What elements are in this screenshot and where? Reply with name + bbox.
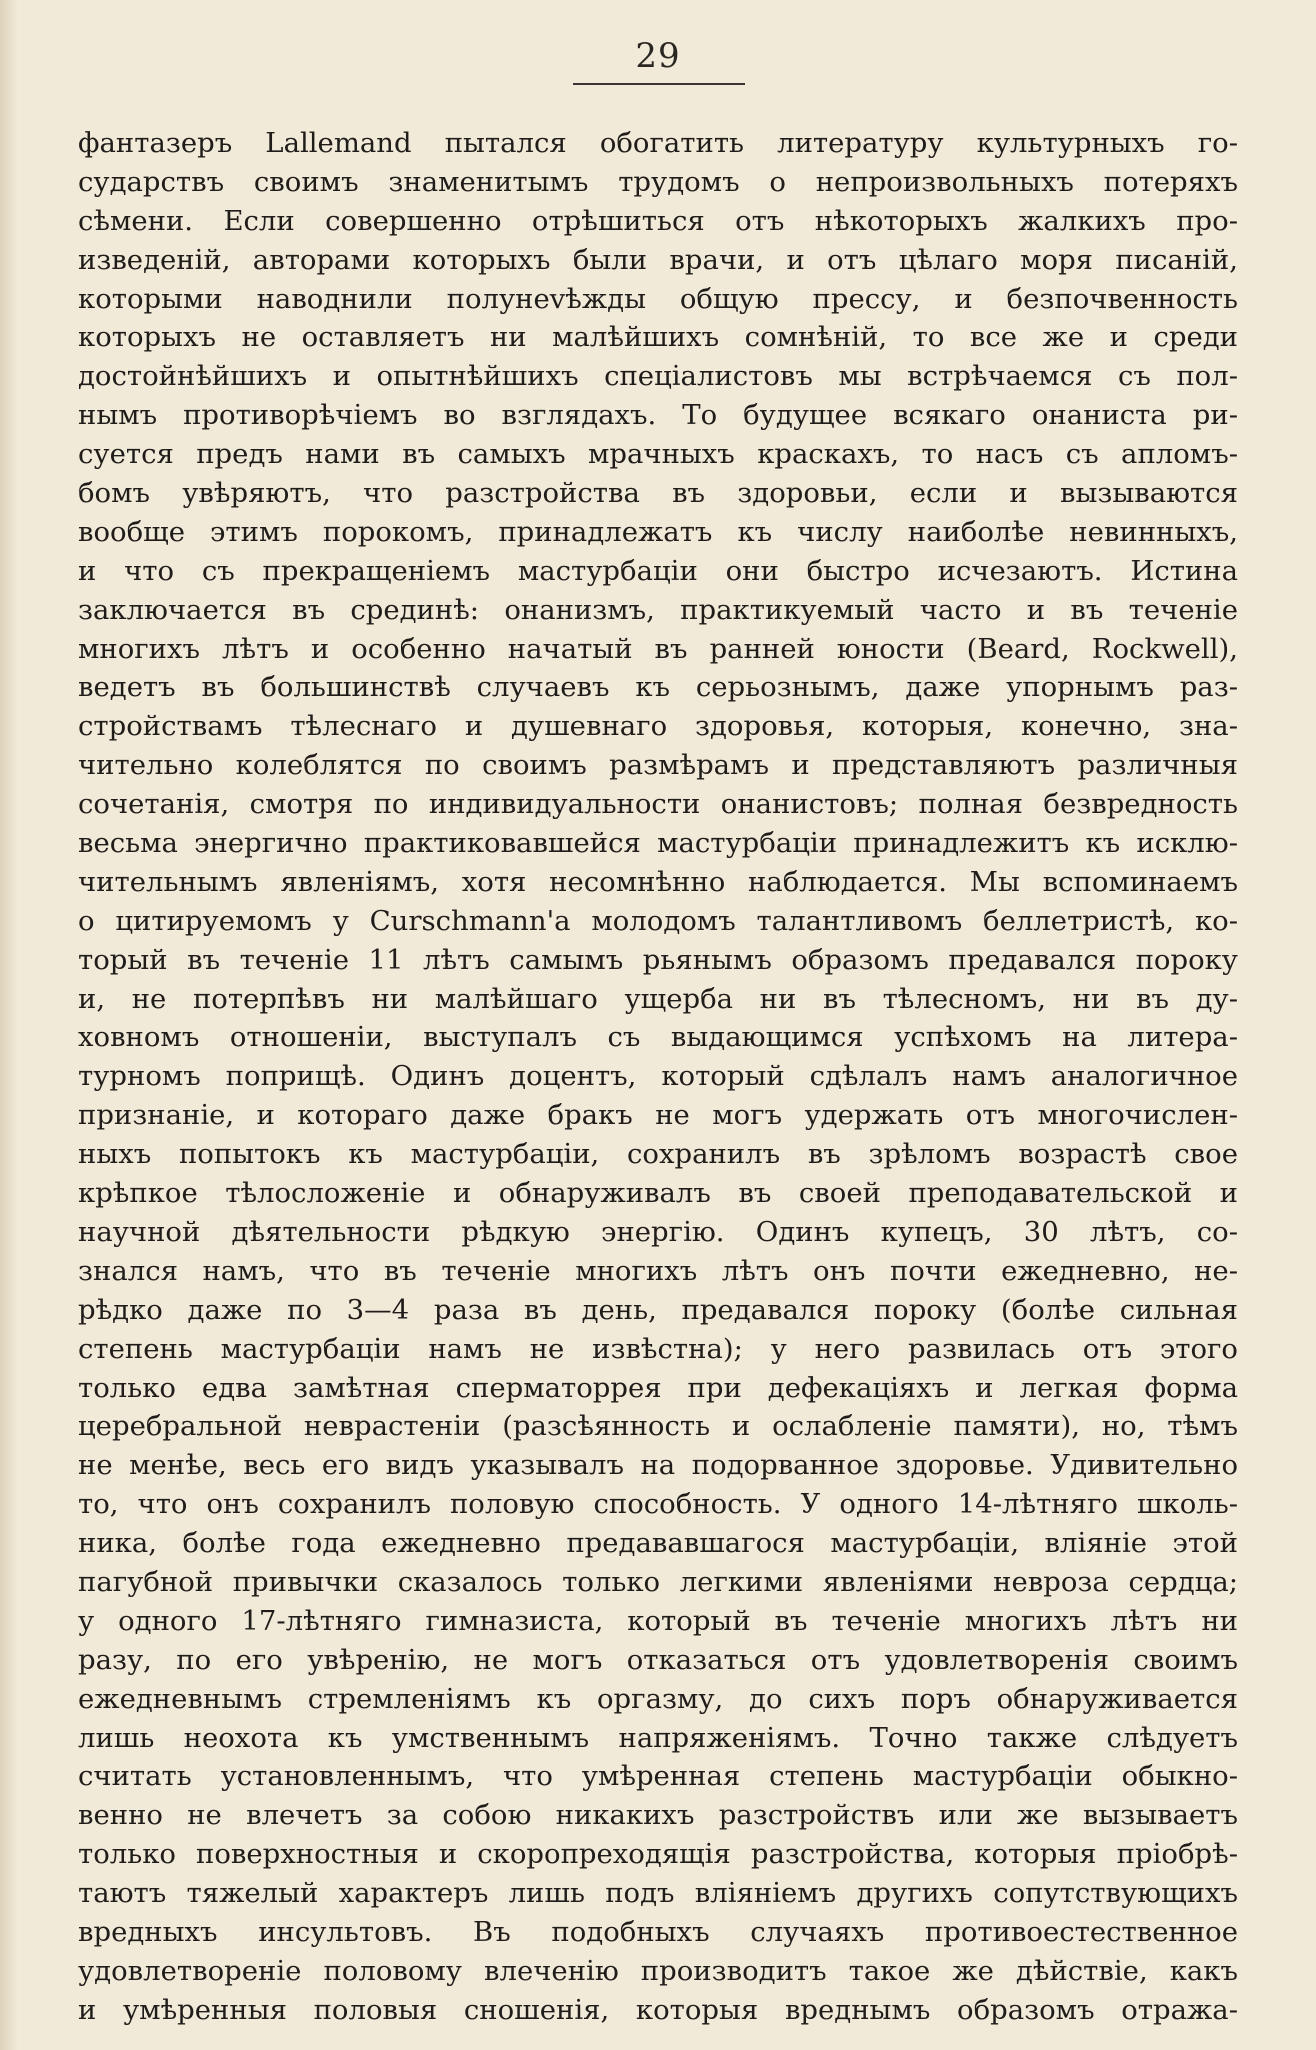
page-gutter-shadow xyxy=(0,0,18,2050)
text-line: и умѣренныя половыя сношенія, которыя вреднымъ образомъ отража- xyxy=(78,1993,1238,2026)
text-line: которыхъ не оставляетъ ни малѣйшихъ сомнѣній, то все же и среди xyxy=(78,321,1238,354)
text-line: ховномъ отношеніи, выступалъ съ выдающимся успѣхомъ на литера- xyxy=(78,1021,1238,1054)
text-line: о цитируемомъ у Curschmann'а молодомъ талантливомъ беллетристѣ, ко- xyxy=(78,904,1238,937)
text-line: рѣдко даже по 3—4 раза въ день, предавался пороку (болѣе сильная xyxy=(78,1293,1238,1326)
page-number: 29 xyxy=(635,36,681,76)
text-line: многихъ лѣтъ и особенно начатый въ ранней юности (Beard, Rockwell), xyxy=(78,632,1238,665)
text-line: сударствъ своимъ знаменитымъ трудомъ о непроизвольныхъ потеряхъ xyxy=(78,165,1238,198)
text-line: только едва замѣтная сперматоррея при дефекаціяхъ и легкая форма xyxy=(78,1371,1238,1404)
text-line: пагубной привычки сказалось только легкими явленіями невроза сердца; xyxy=(78,1565,1238,1598)
text-line: таютъ тяжелый характеръ лишь подъ вліяніемъ другихъ сопутствующихъ xyxy=(78,1877,1238,1910)
text-line: только поверхностныя и скоропреходящія разстройства, которыя пріобрѣ- xyxy=(78,1838,1238,1871)
text-line: признаніе, и котораго даже бракъ не могъ удержать отъ многочислен- xyxy=(78,1099,1238,1132)
text-line: достойнѣйшихъ и опытнѣйшихъ спеціалистовъ мы встрѣчаемся съ пол- xyxy=(78,360,1238,393)
text-line: ежедневнымъ стремленіямъ къ оргазму, до сихъ поръ обнаруживается xyxy=(78,1682,1238,1715)
text-line: торый въ теченіе 11 лѣтъ самымъ рьянымъ образомъ предавался пороку xyxy=(78,943,1238,976)
text-line: считать установленнымъ, что умѣренная степень мастурбаціи обыкно- xyxy=(78,1760,1238,1793)
text-line: сѣмени. Если совершенно отрѣшиться отъ нѣкоторыхъ жалкихъ про- xyxy=(78,204,1238,237)
text-line: то, что онъ сохранилъ половую способность. У одного 14-лѣтняго школь- xyxy=(78,1488,1238,1521)
text-line: не менѣе, весь его видъ указывалъ на подорванное здоровье. Удивительно xyxy=(78,1449,1238,1482)
text-line: ныхъ попытокъ къ мастурбаціи, сохранилъ въ зрѣломъ возрастѣ свое xyxy=(78,1138,1238,1171)
text-line: удовлетвореніе половому влеченію производитъ такое же дѣйствіе, какъ xyxy=(78,1954,1238,1987)
text-line: ника, болѣе года ежедневно предававшагося мастурбаціи, вліяніе этой xyxy=(78,1527,1238,1560)
text-line: научной дѣятельности рѣдкую энергію. Одинъ купецъ, 30 лѣтъ, со- xyxy=(78,1215,1238,1248)
text-line: стройствамъ тѣлеснаго и душевнаго здоровья, которыя, конечно, зна- xyxy=(78,710,1238,743)
text-line: чительнымъ явленіямъ, хотя несомнѣнно наблюдается. Мы вспоминаемъ xyxy=(78,865,1238,898)
text-line: и что съ прекращеніемъ мастурбаціи они быстро исчезаютъ. Истина xyxy=(78,554,1238,587)
body-text xyxy=(78,124,1238,2030)
text-line: суется предъ нами въ самыхъ мрачныхъ краскахъ, то насъ съ апломъ- xyxy=(78,438,1238,471)
text-line: весьма энергично практиковавшейся мастурбаціи принадлежитъ къ исклю- xyxy=(78,827,1238,860)
text-line: церебральной неврастеніи (разсѣянность и ослабленіе памяти), но, тѣмъ xyxy=(78,1410,1238,1443)
page-number-rule xyxy=(573,83,745,85)
text-line: ведетъ въ большинствѣ случаевъ къ серьознымъ, даже упорнымъ раз- xyxy=(78,671,1238,704)
text-line: разу, по его увѣренію, не могъ отказаться отъ удовлетворенія своимъ xyxy=(78,1643,1238,1676)
text-line: которыми наводнили полунevѣжды общую прессу, и безпочвенность xyxy=(78,282,1238,315)
text-line: изведеній, авторами которыхъ были врачи, и отъ цѣлаго моря писаній, xyxy=(78,243,1238,276)
text-line: фантазеръ Lallemand пытался обогатить литературу культурныхъ го- xyxy=(78,127,1238,159)
text-line: крѣпкое тѣлосложеніе и обнаруживалъ въ своей преподавательской и xyxy=(78,1177,1238,1210)
text-line: чительно колеблятся по своимъ размѣрамъ и представляютъ различныя xyxy=(78,749,1238,782)
text-line: турномъ поприщѣ. Одинъ доцентъ, который сдѣлалъ намъ аналогичное xyxy=(78,1060,1238,1093)
text-line: венно не влечетъ за собою никакихъ разстройствъ или же вызываетъ xyxy=(78,1799,1238,1832)
text-line: вредныхъ инсультовъ. Въ подобныхъ случаяхъ противоестественное xyxy=(78,1915,1238,1948)
text-line: вообще этимъ порокомъ, принадлежатъ къ числу наиболѣе невинныхъ, xyxy=(78,515,1238,548)
text-line: заключается въ срединѣ: онанизмъ, практикуемый часто и въ теченіе xyxy=(78,593,1238,626)
text-line: лишь неохота къ умственнымъ напряженіямъ. Точно также слѣдуетъ xyxy=(78,1721,1238,1754)
text-line: у одного 17-лѣтняго гимназиста, который въ теченіе многихъ лѣтъ ни xyxy=(78,1604,1238,1637)
text-line: бомъ увѣряютъ, что разстройства въ здоровьи, если и вызываются xyxy=(78,477,1238,510)
text-line: знался намъ, что въ теченіе многихъ лѣтъ онъ почти ежедневно, не- xyxy=(78,1254,1238,1287)
text-line: степень мастурбаціи намъ не извѣстна); у него развилась отъ этого xyxy=(78,1332,1238,1365)
text-line: и, не потерпѣвъ ни малѣйшаго ущерба ни въ тѣлесномъ, ни въ ду- xyxy=(78,982,1238,1015)
text-line: нымъ противорѣчіемъ во взглядахъ. То будущее всякаго онаниста ри- xyxy=(78,399,1238,432)
text-line: сочетанія, смотря по индивидуальности онанистовъ; полная безвредность xyxy=(78,788,1238,821)
